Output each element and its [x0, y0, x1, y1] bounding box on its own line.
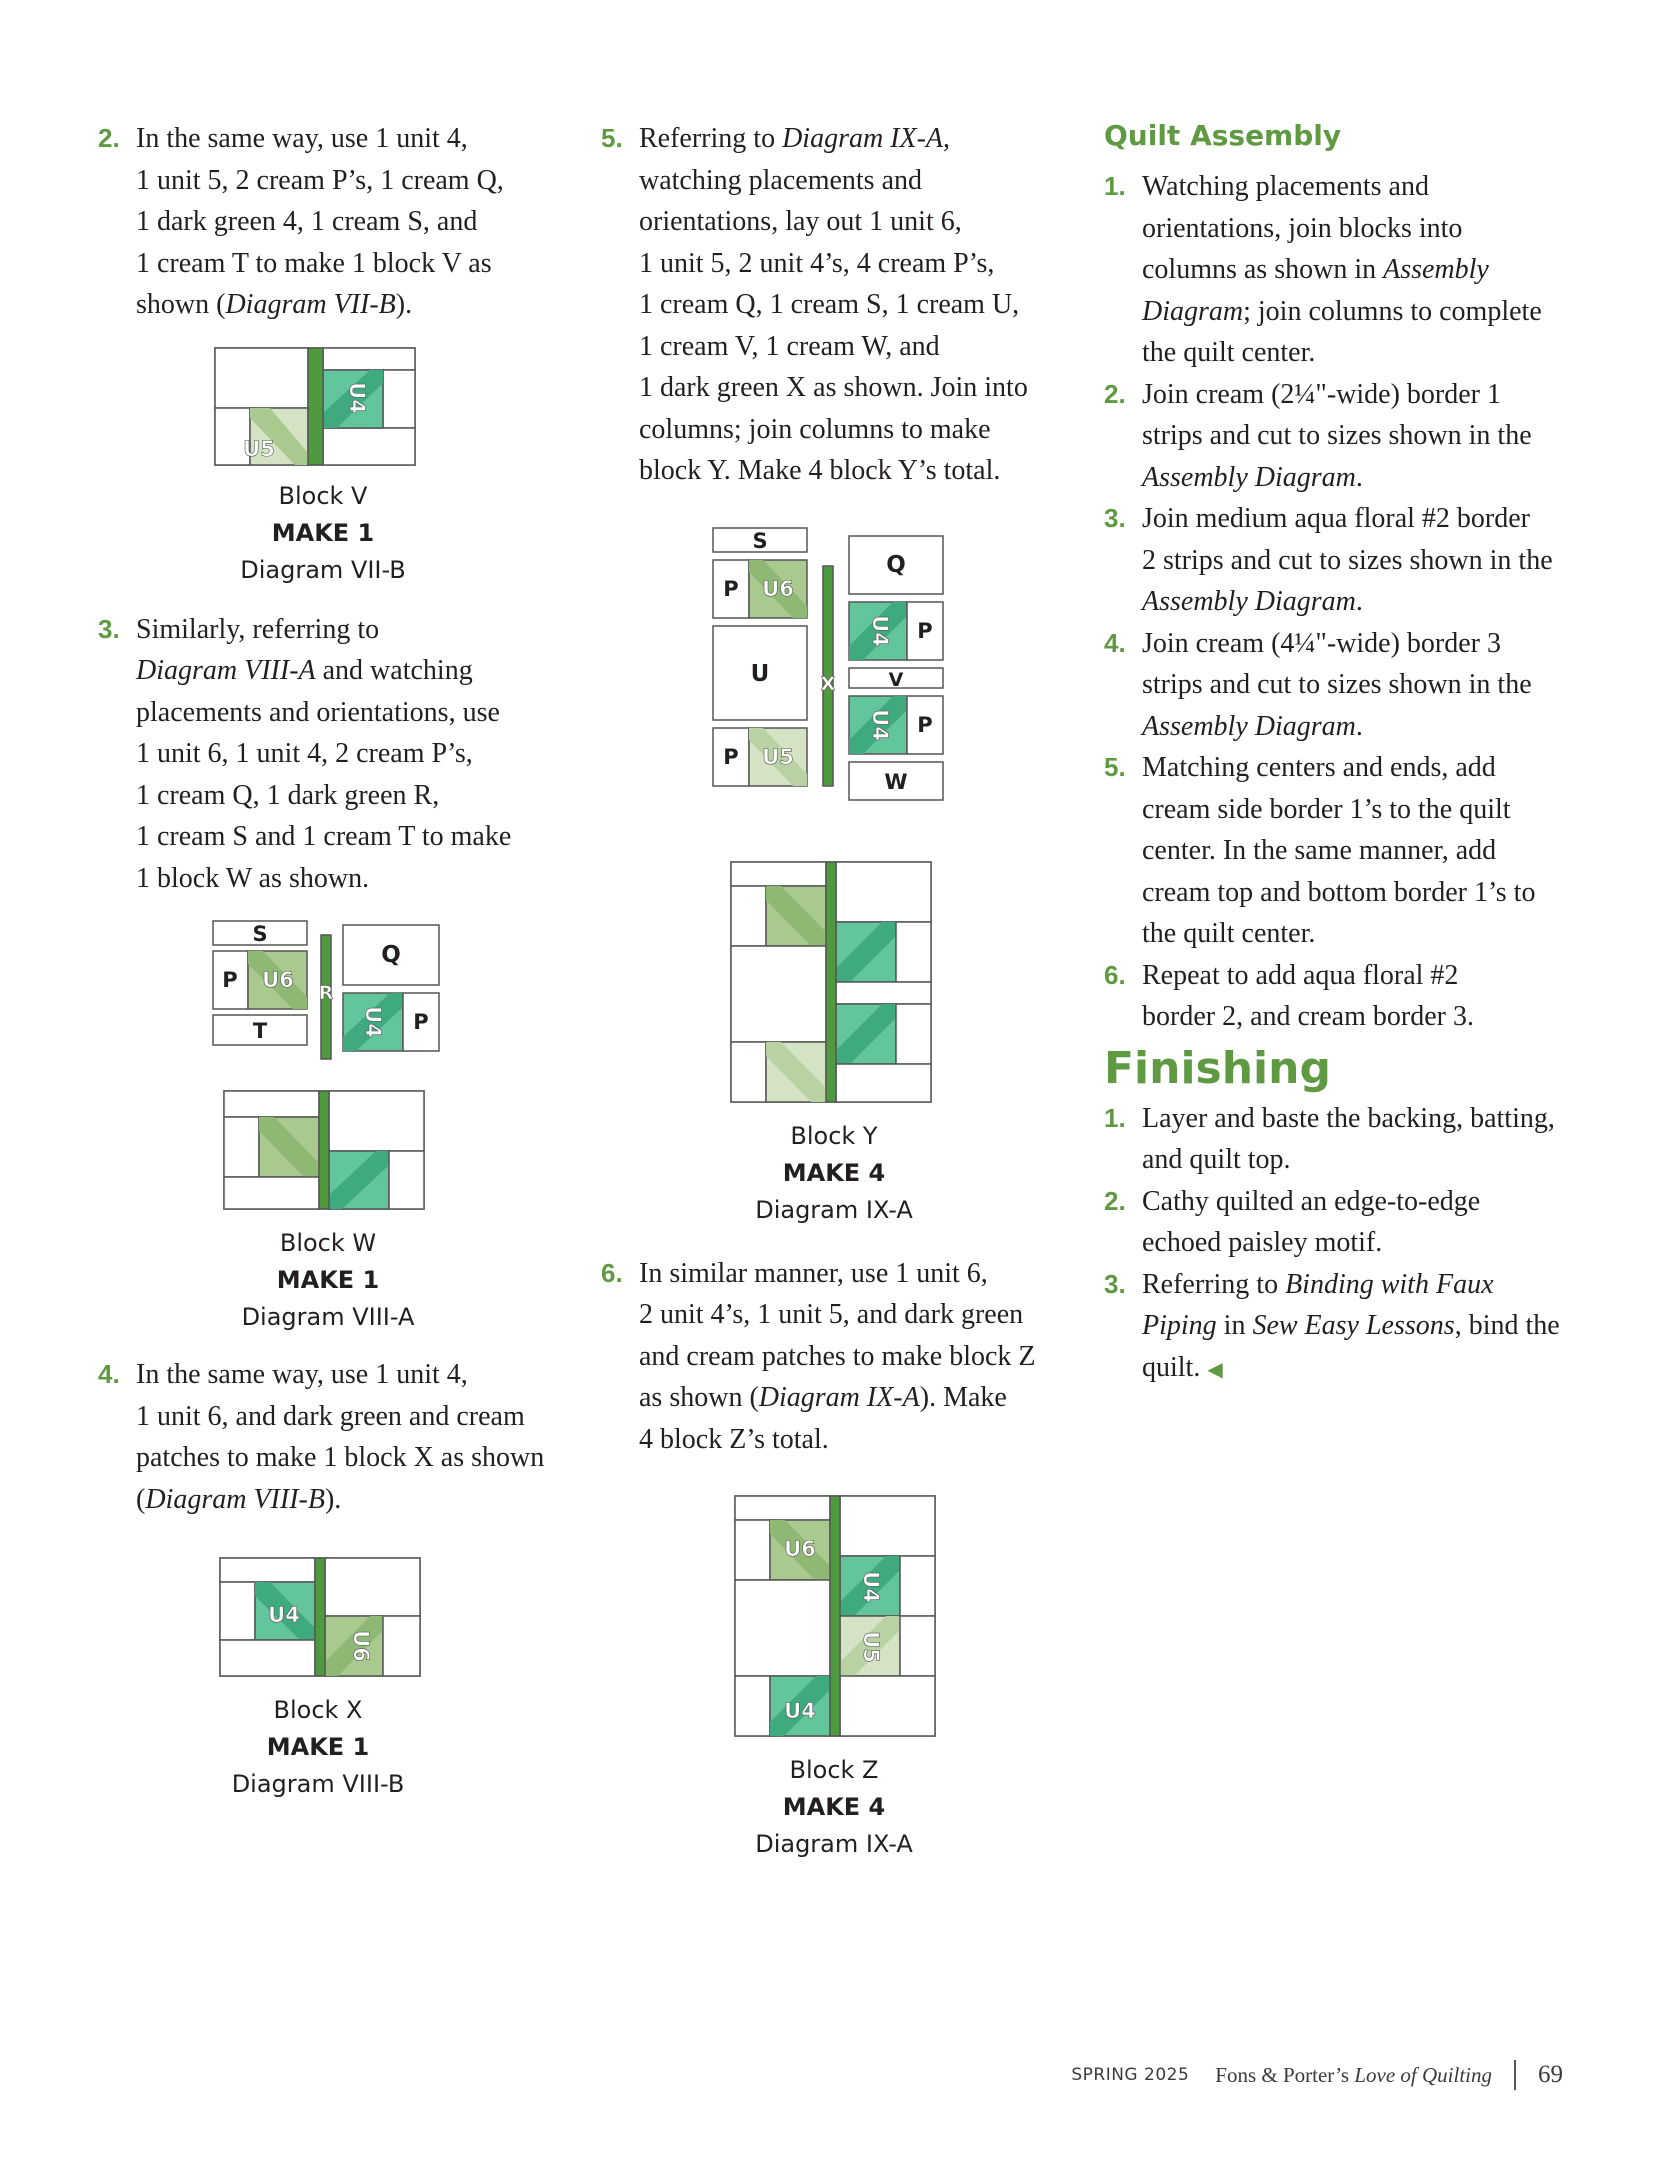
patch — [220, 1640, 315, 1676]
step-line — [639, 1377, 1071, 1419]
patch — [735, 1520, 770, 1580]
center-strip — [308, 348, 323, 465]
patch-label: T — [252, 1019, 268, 1043]
step-line: 1 unit 6, 1 unit 4, 2 cream P’s, — [136, 738, 473, 769]
assembly-step-4 — [1104, 623, 1584, 748]
block-w-caption — [88, 1225, 568, 1336]
unit-label: U5 — [243, 436, 275, 461]
finishing-step-1 — [1104, 1098, 1584, 1181]
step-line: watching placements and — [639, 164, 923, 196]
text-span: ). Make — [919, 1382, 1007, 1413]
unit-label: U4 — [784, 1699, 816, 1723]
block-w-svg — [98, 1089, 568, 1213]
step-number: 4. — [98, 1359, 120, 1389]
text-span: as shown ( — [639, 1382, 759, 1413]
step-line: columns; join columns to make — [639, 413, 991, 445]
diagram-reference: Diagram VIII-B — [145, 1483, 325, 1515]
patch-label: S — [252, 922, 268, 946]
text-span: quilt. — [1142, 1351, 1201, 1383]
unit-label: U4 — [345, 381, 369, 414]
block-x-diagram — [98, 1556, 568, 1678]
step-line: orientations, lay out 1 unit 6, — [639, 206, 962, 237]
step-line: Join medium aqua floral #2 border — [1142, 503, 1531, 534]
patch — [731, 1042, 766, 1102]
patch-label: P — [413, 1010, 429, 1034]
patch-label: P — [222, 968, 238, 992]
step-line: 2 strips and cut to sizes shown in the — [1142, 544, 1553, 576]
center-strip — [826, 862, 836, 1102]
step-line: and cream patches to make block Z — [639, 1340, 1036, 1372]
text-span: . — [1355, 586, 1363, 617]
step-line: and quilt top. — [1142, 1144, 1291, 1175]
patch-label: X — [820, 672, 836, 695]
step-line: center. In the same manner, add — [1142, 835, 1497, 866]
step-line: Watching placements and — [1142, 171, 1429, 202]
lesson-reference: Piping — [1142, 1310, 1217, 1341]
block-name: Block W — [279, 1229, 377, 1257]
patch — [735, 1496, 830, 1520]
patch — [323, 428, 415, 465]
step-line: In the same way, use 1 unit 4, — [136, 123, 468, 154]
unit-label: U4 — [868, 614, 892, 647]
step-line: Similarly, referring to — [136, 613, 380, 645]
step-4 — [98, 1354, 568, 1520]
step-number: 3. — [1104, 503, 1126, 533]
step-line — [1142, 249, 1584, 291]
step-line: 4 block Z’s total. — [639, 1423, 829, 1455]
center-strip — [830, 1496, 840, 1736]
make-count: MAKE 4 — [782, 1158, 886, 1187]
diagram-name: Diagram VIII-B — [231, 1770, 405, 1798]
step-3 — [98, 609, 568, 900]
finishing-heading: Finishing — [1104, 1042, 1331, 1094]
patch — [224, 1177, 319, 1209]
text-span: Referring to — [1142, 1268, 1286, 1300]
patch — [389, 1151, 424, 1209]
patch — [383, 1616, 420, 1676]
patch — [220, 1582, 255, 1640]
diagram-name: Diagram VIII-A — [241, 1303, 415, 1331]
center-strip — [319, 1091, 329, 1209]
unit-label: U6 — [262, 968, 294, 992]
diagram-reference: Diagram IX-A — [782, 123, 944, 154]
diagram-reference: Assembly Diagram — [1142, 461, 1356, 493]
text-span: . — [1355, 461, 1363, 493]
step-line — [1142, 291, 1584, 333]
patch — [215, 348, 308, 408]
block-w-exploded-svg — [98, 919, 568, 1061]
step-line: Cathy quilted an edge-to-edge — [1142, 1185, 1481, 1217]
patch-label: V — [888, 668, 904, 691]
step-line: strips and cut to sizes shown in the — [1142, 420, 1532, 451]
make-count: MAKE 1 — [276, 1266, 380, 1294]
step-2 — [98, 118, 568, 326]
unit-label: U6 — [349, 1630, 373, 1662]
patch-label: P — [723, 576, 739, 601]
patch — [836, 982, 931, 1004]
patch-label: P — [917, 712, 933, 737]
make-count: MAKE 1 — [271, 518, 375, 547]
step-line: 1 cream S and 1 cream T to make — [136, 821, 512, 852]
make-count: MAKE 4 — [782, 1793, 886, 1821]
step-line: border 2, and cream border 3. — [1142, 1001, 1474, 1032]
text-span: columns as shown in — [1142, 254, 1384, 285]
step-number: 2. — [1104, 1185, 1126, 1216]
step-line — [136, 1479, 568, 1521]
step-line: the quilt center. — [1142, 337, 1316, 368]
patch-label: W — [884, 769, 908, 794]
lesson-reference: Sew Easy Lessons — [1252, 1310, 1455, 1341]
block-name: Block X — [273, 1696, 363, 1724]
column-1 — [98, 118, 568, 1803]
block-v-diagram — [98, 346, 568, 464]
text-span: in — [1216, 1310, 1253, 1341]
text-span: . — [1355, 710, 1363, 742]
magazine-title — [1215, 2063, 1492, 2088]
diagram-reference: Assembly — [1383, 254, 1489, 285]
step-number: 1. — [1104, 1102, 1126, 1133]
column-2 — [601, 118, 1071, 1863]
step-line: orientations, join blocks into — [1142, 212, 1463, 244]
patch — [840, 1496, 935, 1556]
step-6 — [601, 1253, 1071, 1461]
unit-label: U6 — [762, 576, 794, 601]
step-number: 5. — [1104, 752, 1126, 782]
block-name: Block Z — [789, 1756, 879, 1784]
block-y-diagram — [601, 860, 1071, 1104]
step-number: 6. — [601, 1257, 623, 1288]
step-line: placements and orientations, use — [136, 696, 500, 728]
center-strip — [315, 1558, 325, 1676]
step-line: 1 unit 5, 2 cream P’s, 1 cream Q, — [136, 164, 504, 196]
end-mark-icon: ◀ — [1207, 1358, 1223, 1381]
block-y-caption — [597, 1118, 1071, 1229]
step-line: 1 cream Q, 1 dark green R, — [136, 779, 440, 811]
step-line: 1 cream T to make 1 block V as — [136, 247, 492, 279]
step-line: 2 unit 4’s, 1 unit 5, and dark green — [639, 1299, 1024, 1330]
finishing-step-3 — [1104, 1264, 1584, 1392]
patch — [735, 1580, 830, 1676]
step-line: the quilt center. — [1142, 918, 1316, 949]
unit-label: U4 — [859, 1571, 883, 1603]
step-number: 1. — [1104, 171, 1126, 201]
step-line: In similar manner, use 1 unit 6, — [639, 1257, 988, 1289]
lesson-reference: Binding with Faux — [1285, 1268, 1494, 1300]
patch — [900, 1616, 935, 1676]
unit-label: U5 — [859, 1631, 883, 1663]
diagram-name: Diagram IX-A — [755, 1830, 913, 1858]
patch — [836, 862, 931, 922]
diagram-name: Diagram IX-A — [755, 1195, 913, 1224]
diagram-reference: Assembly Diagram — [1142, 586, 1356, 617]
text-span: , — [943, 123, 951, 154]
patch-label: U — [750, 660, 770, 687]
assembly-step-1 — [1104, 166, 1584, 374]
patch — [731, 946, 826, 1042]
step-line — [1142, 1347, 1584, 1392]
block-y-exploded-svg — [601, 526, 1071, 818]
step-number: 6. — [1104, 959, 1126, 990]
text-span: ). — [324, 1483, 342, 1515]
block-y-exploded-diagram — [601, 526, 1071, 816]
patch-label: Q — [381, 942, 401, 968]
assembly-step-3 — [1104, 498, 1584, 623]
unit-label: U4 — [361, 1006, 385, 1038]
step-line — [1142, 457, 1584, 499]
page-number: 69 — [1538, 2061, 1563, 2088]
step-line: 1 dark green 4, 1 cream S, and — [136, 206, 478, 237]
block-y-svg — [601, 860, 1071, 1106]
text-span: ). — [395, 289, 413, 320]
patch — [220, 1558, 315, 1582]
patch-label: Q — [886, 551, 906, 578]
step-line — [136, 650, 568, 692]
issue-season: SPRING 2025 — [1071, 2065, 1190, 2085]
patch — [735, 1676, 770, 1736]
diagram-reference: Assembly Diagram — [1142, 710, 1356, 742]
step-line — [1142, 1305, 1584, 1347]
step-number: 5. — [601, 123, 623, 153]
patch — [323, 348, 415, 370]
step-line — [639, 118, 1071, 160]
step-number: 4. — [1104, 627, 1126, 658]
block-v-caption — [78, 478, 568, 589]
step-5 — [601, 118, 1071, 492]
text-span: Love of Quilting — [1354, 2062, 1492, 2087]
step-line: 1 cream V, 1 cream W, and — [639, 330, 940, 362]
step-line: echoed paisley motif. — [1142, 1227, 1383, 1258]
step-line: Layer and baste the backing, batting, — [1142, 1102, 1555, 1134]
diagram-reference: Diagram VIII-A — [136, 655, 316, 686]
quilt-assembly-heading: Quilt Assembly — [1104, 119, 1342, 152]
step-line: Matching centers and ends, add — [1142, 752, 1496, 783]
patch — [383, 370, 415, 428]
step-line: 1 cream Q, 1 cream S, 1 cream U, — [639, 289, 1020, 320]
column-3 — [1104, 118, 1584, 1391]
unit-label: U4 — [268, 1603, 300, 1627]
patch — [329, 1091, 424, 1151]
step-number: 2. — [1104, 378, 1126, 409]
text-span: Referring to — [639, 123, 783, 154]
unit-label: U6 — [784, 1537, 816, 1561]
step-line — [136, 284, 568, 326]
text-span: ( — [136, 1483, 146, 1515]
patch-label: P — [917, 618, 933, 643]
step-number: 3. — [1104, 1268, 1126, 1299]
block-name: Block Y — [790, 1121, 878, 1150]
unit-label: U4 — [868, 708, 892, 741]
patch-label: S — [752, 528, 768, 553]
text-span: , bind the — [1454, 1310, 1560, 1341]
patch — [896, 1004, 931, 1064]
patch-label: R — [318, 982, 334, 1004]
step-line: patches to make 1 block X as shown — [136, 1442, 545, 1473]
patch — [325, 1558, 420, 1616]
patch — [731, 862, 826, 886]
block-w-exploded-diagram — [98, 919, 568, 1059]
assembly-step-6 — [1104, 955, 1584, 1038]
patch — [731, 886, 766, 946]
patch — [840, 1676, 935, 1736]
text-span: shown ( — [136, 289, 226, 320]
footer-divider — [1514, 2060, 1516, 2090]
block-z-caption — [597, 1752, 1071, 1863]
step-number: 3. — [98, 613, 120, 644]
diagram-reference: Diagram VII-B — [225, 289, 396, 320]
make-count: MAKE 1 — [266, 1733, 370, 1761]
patch — [836, 1064, 931, 1102]
step-number: 2. — [98, 123, 120, 153]
page-footer — [1071, 2060, 1563, 2090]
diagram-reference: Diagram — [1142, 295, 1244, 327]
step-line: 1 unit 5, 2 unit 4’s, 4 cream P’s, — [639, 247, 995, 279]
block-w-diagram — [98, 1089, 568, 1211]
block-name: Block V — [278, 481, 368, 510]
step-line — [1142, 706, 1584, 748]
text-span: ; join columns to complete — [1243, 295, 1542, 327]
step-line: Repeat to add aqua floral #2 — [1142, 959, 1459, 991]
block-z-svg — [601, 1494, 1071, 1740]
step-line: 1 block W as shown. — [136, 862, 370, 894]
step-line — [1142, 1264, 1584, 1306]
step-line: In the same way, use 1 unit 4, — [136, 1359, 468, 1390]
patch — [224, 1117, 259, 1177]
block-z-diagram — [601, 1494, 1071, 1738]
step-line: block Y. Make 4 block Y’s total. — [639, 455, 1001, 486]
step-line: Join cream (2¼"-wide) border 1 — [1142, 378, 1501, 410]
patch — [900, 1556, 935, 1616]
patch — [224, 1091, 319, 1117]
patch — [896, 922, 931, 982]
step-line: cream side border 1’s to the quilt — [1142, 793, 1511, 825]
step-line: 1 dark green X as shown. Join into — [639, 372, 1028, 403]
assembly-step-5 — [1104, 747, 1584, 955]
block-x-caption — [68, 1692, 568, 1803]
diagram-reference: Diagram IX-A — [758, 1382, 920, 1413]
step-line — [1142, 581, 1584, 623]
step-line: 1 unit 6, and dark green and cream — [136, 1400, 525, 1432]
diagram-name: Diagram VII-B — [240, 555, 406, 584]
patch-label: P — [723, 744, 739, 769]
step-line: cream top and bottom border 1’s to — [1142, 876, 1536, 908]
finishing-step-2 — [1104, 1181, 1584, 1264]
step-line: strips and cut to sizes shown in the — [1142, 669, 1532, 700]
text-span: and watching — [315, 655, 473, 686]
step-line: Join cream (4¼"-wide) border 3 — [1142, 627, 1501, 659]
unit-label: U5 — [762, 744, 794, 769]
assembly-step-2 — [1104, 374, 1584, 499]
block-x-svg — [98, 1556, 568, 1680]
text-span: Fons & Porter’s — [1215, 2062, 1355, 2087]
block-v-svg — [98, 346, 568, 466]
